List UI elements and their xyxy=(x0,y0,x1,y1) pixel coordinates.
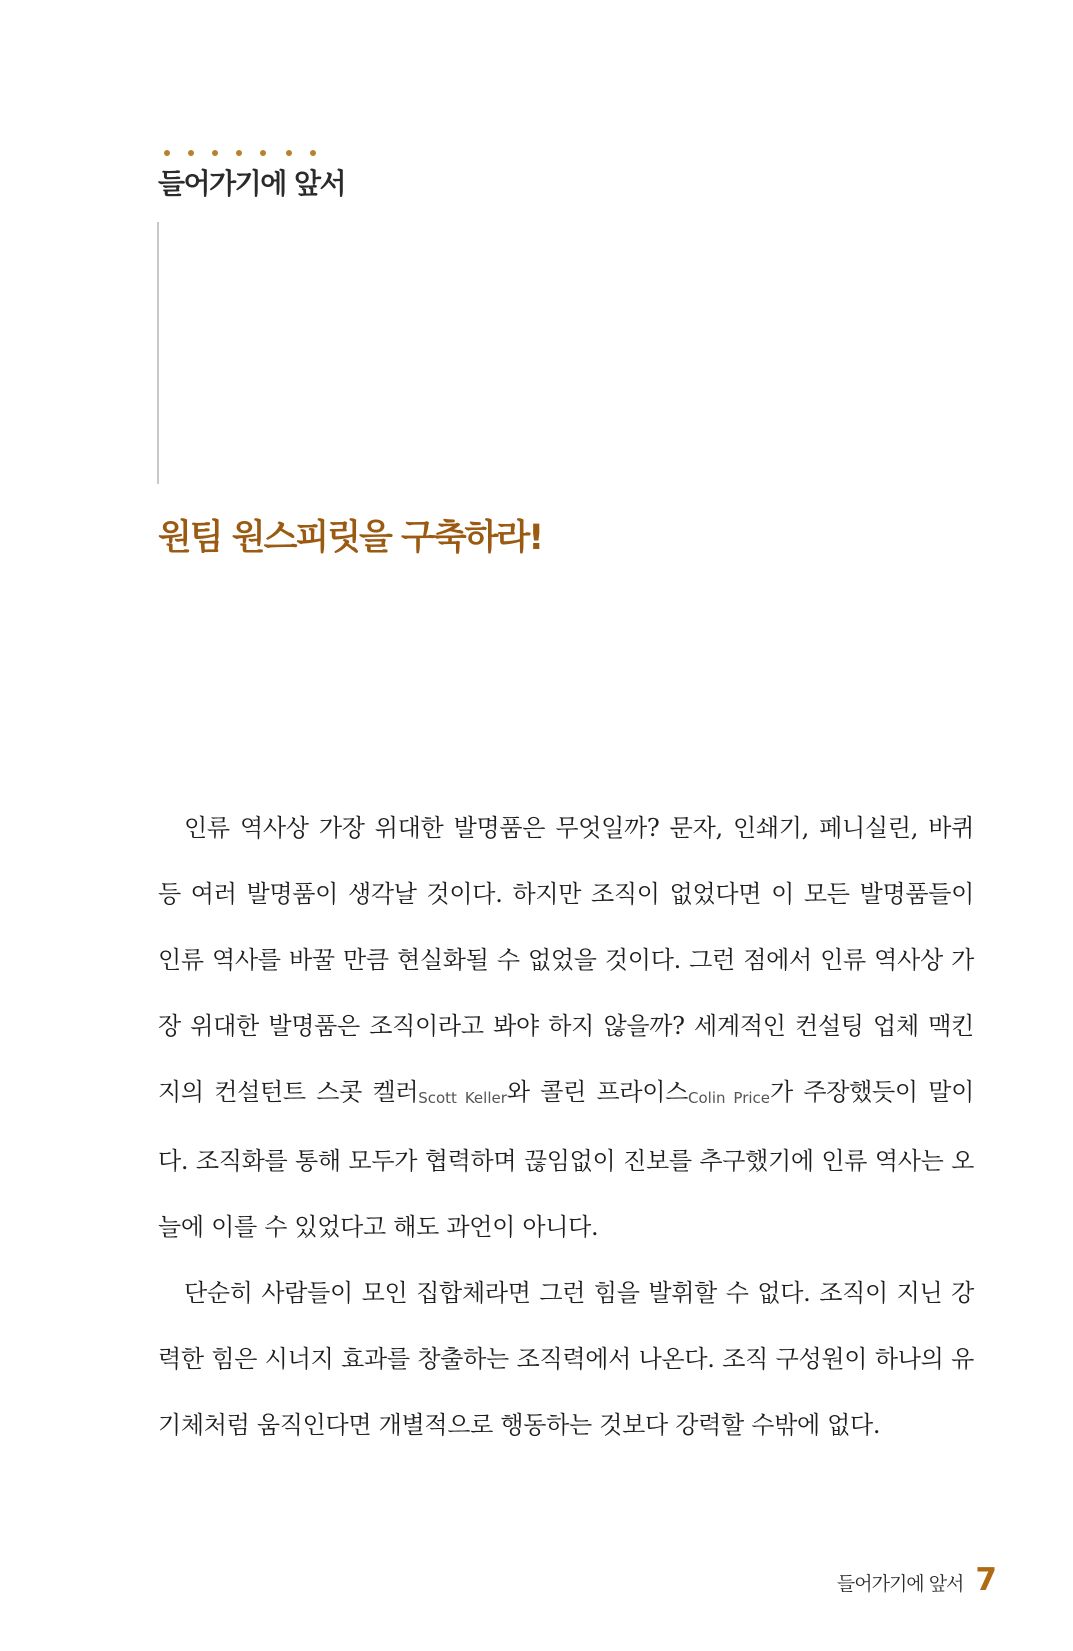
ornament-dot xyxy=(286,150,292,156)
page-footer xyxy=(837,1562,997,1598)
page-number: 7 xyxy=(975,1562,997,1598)
ornament-dot xyxy=(310,150,316,156)
ornament-dot xyxy=(260,150,266,156)
decorative-vertical-rule xyxy=(157,222,159,484)
ornament-dot xyxy=(164,150,170,156)
ornament-dot xyxy=(188,150,194,156)
gloss-colin-price: Colin Price xyxy=(688,1089,771,1107)
body-text xyxy=(158,795,974,1458)
chapter-title: 원팀 원스피릿을 구축하라! xyxy=(158,518,543,558)
section-ornament-dots xyxy=(164,150,344,160)
paragraph-1-text-c: 가 주장했듯이 말이다. 조직화를 통해 모두가 협력하며 끊임없이 진보를 추구했기에 인류 역사는 오늘에 이를 수 있었다고 해도 과언이 아니다. xyxy=(158,1078,975,1241)
section-label: 들어가기에 앞서 xyxy=(158,167,346,200)
paragraph-2: 단순히 사람들이 모인 집합체라면 그런 힘을 발휘할 수 없다. 조직이 지닌 강력한 힘은 시너지 효과를 창출하는 조직력에서 나온다. 조직 구성원이 하나의 유기체처럼 움직인다면 개별적으로 행동하는 것보다 강력할 수밖에 없다. xyxy=(158,1279,974,1439)
ornament-dot xyxy=(212,150,218,156)
gloss-scott-keller: Scott Keller xyxy=(418,1089,507,1107)
ornament-dot xyxy=(236,150,242,156)
paragraph-1 xyxy=(158,795,974,1260)
footer-section-label: 들어가기에 앞서 xyxy=(836,1573,964,1595)
paragraph-1-text-a: 인류 역사상 가장 위대한 발명품은 무엇일까? 문자, 인쇄기, 페니실린, 바퀴 등 여러 발명품이 생각날 것이다. 하지만 조직이 없었다면 이 모든 발명품들이 인류 역사를 바꿀 만큼 현실화될 수 없었을 것이다. 그런 점에서 인류 역사상 가장 위대한 발명품은 조직이라고 봐야 하지 않을까? 세계적인 컨설팅 업체 맥킨지의 컨설턴트 스콧 켈러 xyxy=(158,814,974,1106)
paragraph-1-text-b: 와 콜린 프라이스 xyxy=(506,1078,689,1106)
